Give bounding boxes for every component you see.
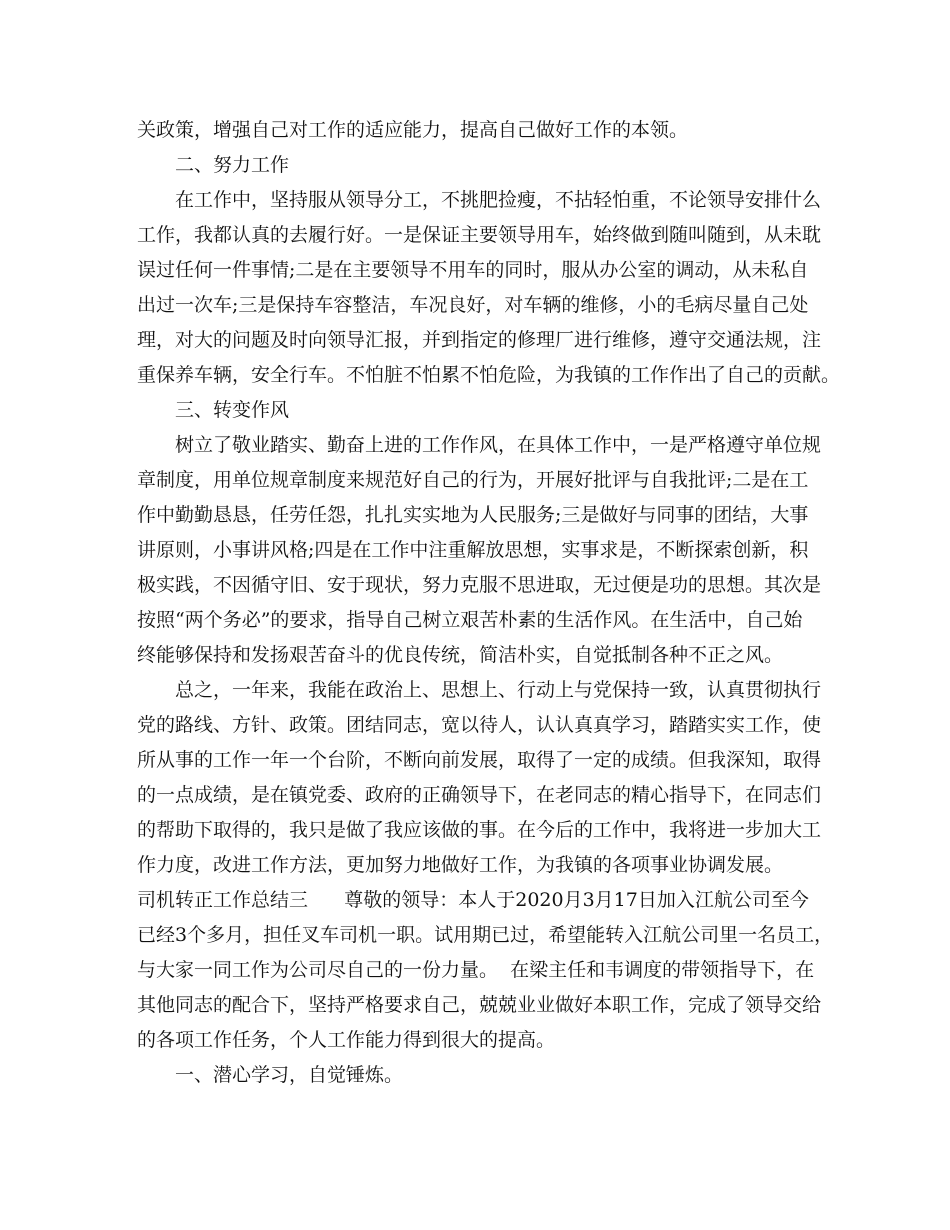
text-line: 极实践，不因循守旧、安于现状，努力克服不思进取，无过便是功的思想。其次是 bbox=[137, 574, 822, 596]
text-line: 其他同志的配合下，坚持严格要求自己，兢兢业业做好本职工作，完成了领导交给 bbox=[137, 994, 822, 1016]
text-line: 所从事的工作一年一个台阶，不断向前发展，取得了一定的成绩。但我深知，取得 bbox=[137, 749, 822, 771]
text-line: 误过任何一件事情;二是在主要领导不用车的同时，服从办公室的调动，从未私自 bbox=[137, 259, 809, 281]
text-line: 按照“两个务必”的要求，指导自己树立艰苦朴素的生活作风。在生活中，自己始 bbox=[137, 609, 803, 631]
text-line: 作中勤勤恳恳，任劳任怨，扎扎实实地为人民服务;三是做好与同事的团结，大事 bbox=[137, 504, 809, 526]
section-heading: 二、努力工作 bbox=[175, 154, 290, 176]
text-line: 终能够保持和发扬艰苦奋斗的优良传统，简洁朴实，自觉抵制各种不正之风。 bbox=[137, 644, 784, 666]
text-line: 树立了敬业踏实、勤奋上进的工作作风，在具体工作中，一是严格遵守单位规 bbox=[175, 434, 822, 456]
text-line: 讲原则，小事讲风格;四是在工作中注重解放思想，实事求是，不断探索创新，积 bbox=[137, 539, 809, 561]
text-line: 的一点成绩，是在镇党委、政府的正确领导下，在老同志的精心指导下，在同志们 bbox=[137, 784, 822, 806]
text-line: 章制度，用单位规章制度来规范好自己的行为，开展好批评与自我批评;二是在工 bbox=[137, 469, 809, 491]
text-line: 出过一次车;三是保持车容整洁，车况良好，对车辆的维修，小的毛病尽量自己处 bbox=[137, 294, 809, 316]
text-line: 理，对大的问题及时向领导汇报，并到指定的修理厂进行维修，遵守交通法规，注 bbox=[137, 329, 822, 351]
text-line: 作力度，改进工作方法，更加努力地做好工作，为我镇的各项事业协调发展。 bbox=[137, 854, 784, 876]
text-line: 工作，我都认真的去履行好。一是保证主要领导用车，始终做到随叫随到，从未耽 bbox=[137, 224, 822, 246]
text-line: 的帮助下取得的，我只是做了我应该做的事。在今后的工作中，我将进一步加大工 bbox=[137, 819, 822, 841]
text-line: 司机转正工作总结三 尊敬的领导：本人于2020月3月17日加入江航公司至今 bbox=[137, 889, 809, 911]
text-line: 重保养车辆，安全行车。不怕脏不怕累不怕危险，为我镇的工作作出了自己的贡献。 bbox=[137, 364, 841, 386]
text-line: 党的路线、方针、政策。团结同志，宽以待人，认认真真学习，踏踏实实工作，使 bbox=[137, 714, 822, 736]
section-heading: 三、转变作风 bbox=[175, 399, 290, 421]
text-line: 的各项工作任务，个人工作能力得到很大的提高。 bbox=[137, 1029, 556, 1051]
text-line: 关政策，增强自己对工作的适应能力，提高自己做好工作的本领。 bbox=[137, 119, 689, 141]
text-line: 已经3个多月，担任叉车司机一职。试用期已过，希望能转入江航公司里一名员工， bbox=[137, 924, 834, 946]
text-line: 与大家一同工作为公司尽自己的一份力量。 在梁主任和韦调度的带领指导下，在 bbox=[137, 959, 815, 981]
text-line: 在工作中，坚持服从领导分工，不挑肥捡瘦，不拈轻怕重，不论领导安排什么 bbox=[175, 189, 822, 211]
text-line: 总之，一年来，我能在政治上、思想上、行动上与党保持一致，认真贯彻执行 bbox=[175, 679, 822, 701]
section-heading: 一、潜心学习，自觉锤炼。 bbox=[175, 1064, 404, 1086]
